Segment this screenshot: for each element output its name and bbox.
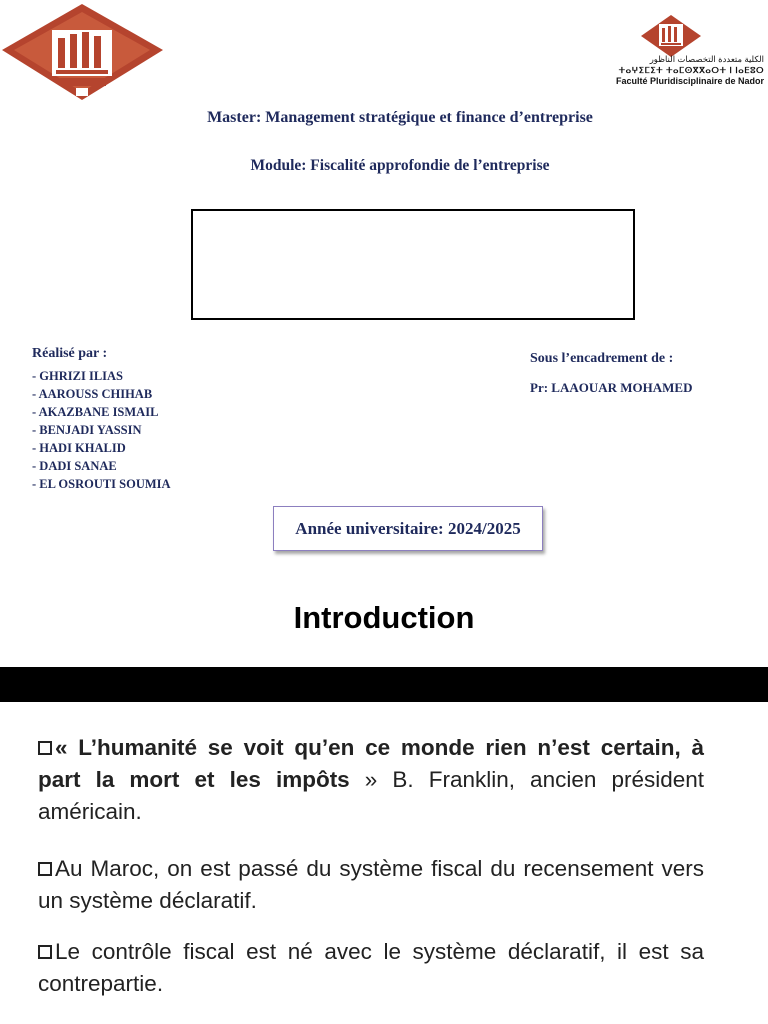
encadrement-heading: Sous l’encadrement de : — [530, 351, 674, 366]
member-item: - EL OSROUTI SOUMIA — [32, 477, 171, 491]
supervisor-name: Pr: LAAOUAR MOHAMED — [530, 380, 693, 395]
checkbox-bullet-icon — [38, 945, 52, 959]
member-item: - DADI SANAE — [32, 459, 117, 473]
academic-year-box — [273, 506, 543, 551]
member-item: - BENJADI YASSIN — [32, 423, 142, 437]
module-title: Module: Fiscalité approfondie de l’entreprise — [250, 157, 550, 174]
faculty-logo-right — [640, 14, 702, 58]
faculty-name-block — [584, 54, 764, 87]
paragraph-text: Au Maroc, on est passé du système fiscal du recensement vers un système déclaratif. — [38, 856, 704, 913]
faculty-name-tifinagh: ⵜⴰⵖⵉⵎⵉⵜ ⵜⴰⵎⵙⴳⴳⴰⵔⵜ ⵏ ⵏⴰⴹⵓⵔ — [618, 65, 764, 75]
title-box — [191, 209, 635, 320]
paragraph-controle-fiscal — [38, 936, 704, 1000]
university-logo-left — [0, 2, 165, 102]
paragraph-maroc-system — [38, 853, 704, 917]
academic-year-label: Année universitaire: 2024/2025 — [295, 518, 521, 538]
faculty-name-arabic: الكلية متعددة التخصصات الناظور — [649, 54, 764, 64]
introduction-title: Introduction — [293, 600, 475, 635]
quote-attribution: » B. Franklin, ancien président américain. — [38, 767, 705, 824]
member-item: - GHRIZI ILIAS — [32, 369, 123, 383]
members-list — [32, 367, 171, 493]
checkbox-bullet-icon — [38, 862, 52, 876]
member-item: - AKAZBANE ISMAIL — [32, 405, 159, 419]
member-item: - HADI KHALID — [32, 441, 126, 455]
quote-bold-text: « L’humanité se voit qu’en ce monde rien n’est certain, à part la mort et les impôts — [38, 735, 704, 792]
member-item: - AAROUSS CHIHAB — [32, 387, 153, 401]
checkbox-bullet-icon — [38, 741, 52, 755]
master-title: Master: Management stratégique et finance d’entreprise — [207, 109, 593, 126]
title-band — [0, 667, 768, 702]
faculty-name-french: Faculté Pluridisciplinaire de Nador — [615, 76, 764, 86]
paragraph-franklin-quote — [38, 732, 704, 828]
paragraph-text: Le contrôle fiscal est né avec le système déclaratif, il est sa contrepartie. — [38, 939, 704, 996]
realise-par-heading: Réalisé par : — [32, 346, 108, 361]
